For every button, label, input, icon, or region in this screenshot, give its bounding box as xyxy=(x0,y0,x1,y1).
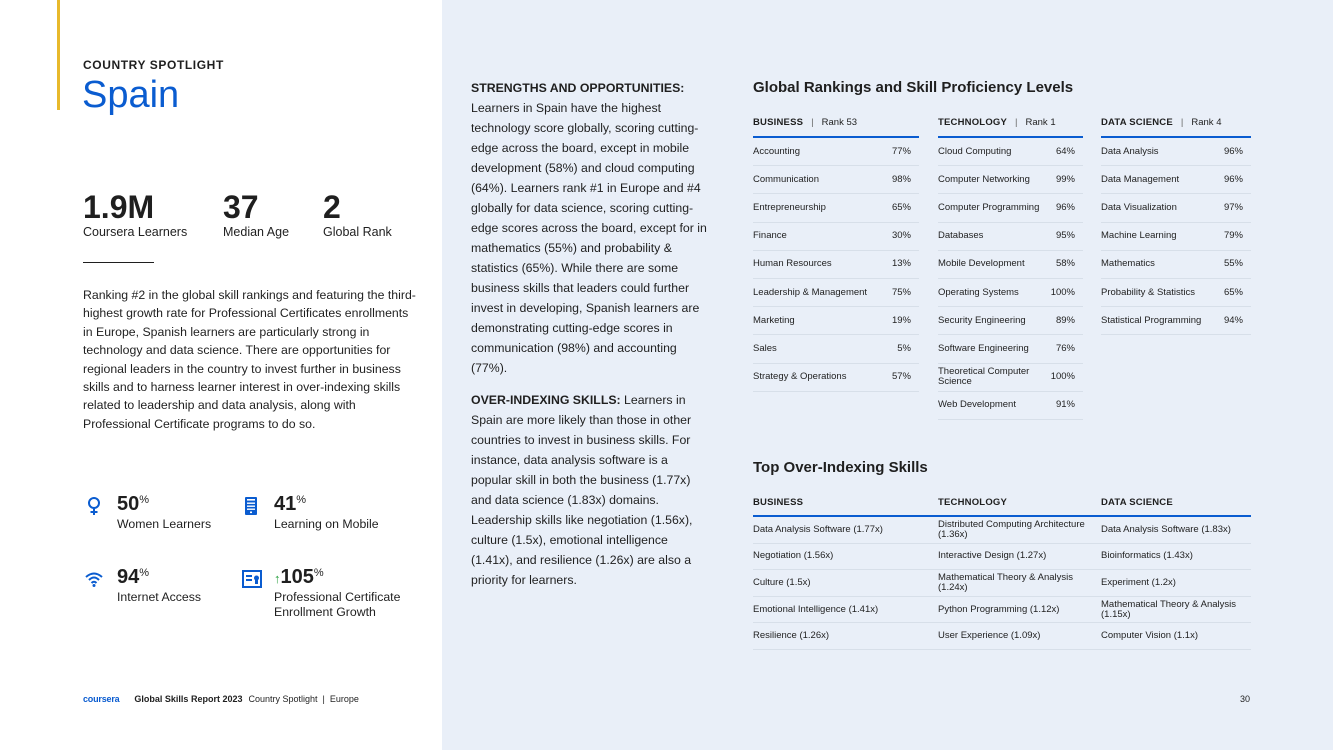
skill-name: Bioinformatics (1.43x) xyxy=(1101,550,1193,562)
skill-score: 64% xyxy=(1055,145,1075,157)
skill-score: 76% xyxy=(1055,342,1075,354)
metric-label: Learning on Mobile xyxy=(274,517,379,531)
skill-score: 96% xyxy=(1223,173,1243,185)
skill-name: Entrepreneurship xyxy=(753,201,826,213)
skill-name: Web Development xyxy=(938,399,1016,411)
skill-name: Software Engineering xyxy=(938,342,1029,354)
stat-label: Median Age xyxy=(223,225,290,239)
rankings-technology-column xyxy=(938,116,1083,420)
table-row xyxy=(1101,251,1251,279)
table-row xyxy=(938,364,1083,392)
metric-value: 94% xyxy=(117,566,150,588)
skill-name: Experiment (1.2x) xyxy=(1101,576,1176,588)
skill-score: 30% xyxy=(891,230,911,242)
table-row xyxy=(753,364,919,392)
skill-name: Interactive Design (1.27x) xyxy=(938,550,1047,562)
skill-name: Communication xyxy=(753,173,819,185)
table-row xyxy=(1101,544,1251,571)
certificate-icon xyxy=(242,569,262,589)
column-header: BUSINESS xyxy=(753,496,938,517)
column-header: BUSINESS | Rank 53 xyxy=(753,116,919,138)
skill-name: Data Management xyxy=(1101,173,1180,185)
skill-score: 96% xyxy=(1055,201,1075,213)
rankings-data-science-column xyxy=(1101,116,1251,335)
skill-name: Mathematical Theory & Analysis (1.15x) xyxy=(1101,598,1236,620)
skill-name: Computer Networking xyxy=(938,173,1030,185)
metric-label: Professional Certificate Enrollment Growth xyxy=(274,590,401,619)
wifi-icon xyxy=(85,569,103,589)
skill-name: Theoretical Computer Science xyxy=(938,366,1030,388)
skill-name: Operating Systems xyxy=(938,286,1019,298)
over-indexing-heading: OVER-INDEXING SKILLS: xyxy=(471,393,621,407)
skill-score: 55% xyxy=(1223,258,1243,270)
skill-name: Finance xyxy=(753,230,787,242)
rankings-business-column xyxy=(753,116,919,392)
skill-name: Sales xyxy=(753,342,777,354)
table-row xyxy=(938,623,1101,650)
skill-score: 89% xyxy=(1055,314,1075,326)
intro-paragraph: Ranking #2 in the global skill rankings and featuring the third-highest growth rate for Professional Certificates enrollments in Europe, Spanish learners are particularly strong in technology and data science. There are opportunities for regional leaders in the country to invest further in business skills and to harness learner interest in over-indexing skills related to leadership and data analysis, along with Professional Certificate programs to do so. xyxy=(83,288,416,431)
skill-name: Data Analysis Software (1.83x) xyxy=(1101,523,1231,535)
skill-score: 57% xyxy=(891,371,911,383)
skill-name: Probability & Statistics xyxy=(1101,286,1195,298)
narrative-column xyxy=(471,78,711,602)
skill-score: 77% xyxy=(891,145,911,157)
skill-name: Data Visualization xyxy=(1101,201,1177,213)
skill-name: Accounting xyxy=(753,145,801,157)
table-row xyxy=(1101,194,1251,222)
report-title: Global Skills Report 2023 xyxy=(134,694,243,704)
stat-label: Global Rank xyxy=(323,225,392,239)
skill-name: Python Programming (1.12x) xyxy=(938,603,1060,615)
accent-bar xyxy=(57,0,60,110)
column-header: TECHNOLOGY xyxy=(938,496,1101,517)
skill-score: 75% xyxy=(891,286,911,298)
table-row xyxy=(1101,138,1251,166)
table-row xyxy=(753,544,938,571)
table-row xyxy=(938,223,1083,251)
footer xyxy=(83,694,359,704)
strengths-text: Learners in Spain have the highest technology score globally, scoring cutting-edge across the board, except in mobile development (58%) and cloud computing (64%). Learners rank #1 in Europe and #4 globally for data science, scoring cutting-edge scores across the board, except for in mathematics (55%) and probability & statistics (65%). While there are some business skills that leaders could further invest in developing, Spanish learners are demonstrating cutting-edge scores in communication (98%) and accounting (77%). xyxy=(471,101,707,375)
table-row xyxy=(753,623,938,650)
skill-name: Machine Learning xyxy=(1101,230,1177,242)
metric-label: Internet Access xyxy=(117,590,202,604)
table-row xyxy=(938,517,1101,544)
metric-value: 50% xyxy=(117,493,150,515)
over-indexing-title: Top Over-Indexing Skills xyxy=(753,459,928,476)
table-row xyxy=(1101,623,1251,650)
table-row xyxy=(753,166,919,194)
skill-score: 97% xyxy=(1223,201,1243,213)
table-row xyxy=(753,570,938,597)
table-row xyxy=(1101,166,1251,194)
skill-score: 79% xyxy=(1223,230,1243,242)
skill-score: 65% xyxy=(891,201,911,213)
column-header: TECHNOLOGY | Rank 1 xyxy=(938,116,1083,138)
skill-score: 100% xyxy=(1050,371,1075,383)
table-row xyxy=(938,279,1083,307)
skill-score: 99% xyxy=(1055,173,1075,185)
table-row xyxy=(753,194,919,222)
skill-name: Mathematical Theory & Analysis (1.24x) xyxy=(938,571,1073,593)
skill-score: 94% xyxy=(1223,314,1243,326)
footer-section: Country Spotlight xyxy=(248,694,318,704)
strengths-heading: STRENGTHS AND OPPORTUNITIES: xyxy=(471,81,685,95)
skill-name: Human Resources xyxy=(753,258,832,270)
table-row xyxy=(753,597,938,624)
over-indexing-technology-column xyxy=(938,496,1101,650)
stat-value: 37 xyxy=(223,189,259,225)
stat-median-age xyxy=(223,190,289,239)
skill-score: 5% xyxy=(897,342,911,354)
skill-name: Negotiation (1.56x) xyxy=(753,550,834,562)
skill-name: Emotional Intelligence (1.41x) xyxy=(753,603,879,615)
over-indexing-data-science-column xyxy=(1101,496,1251,650)
stat-value: 2 xyxy=(323,189,341,225)
column-header: DATA SCIENCE | Rank 4 xyxy=(1101,116,1251,138)
table-row xyxy=(938,307,1083,335)
table-row xyxy=(938,138,1083,166)
skill-name: Leadership & Management xyxy=(753,286,868,298)
skill-name: Databases xyxy=(938,230,984,242)
over-indexing-paragraph xyxy=(471,390,711,590)
skill-name: Marketing xyxy=(753,314,795,326)
table-row xyxy=(938,570,1101,597)
stat-learners xyxy=(83,190,187,239)
skill-name: Statistical Programming xyxy=(1101,314,1202,326)
arrow-up-icon: ↑ xyxy=(274,571,281,586)
section-kicker: COUNTRY SPOTLIGHT xyxy=(83,58,224,72)
skill-name: Security Engineering xyxy=(938,314,1026,326)
table-row xyxy=(938,251,1083,279)
table-row xyxy=(753,517,938,544)
table-row xyxy=(938,597,1101,624)
table-row xyxy=(753,307,919,335)
rankings-title: Global Rankings and Skill Proficiency Levels xyxy=(753,79,1074,96)
skill-score: 91% xyxy=(1055,399,1075,411)
skill-name: Data Analysis xyxy=(1101,145,1159,157)
over-indexing-text: Learners in Spain are more likely than those in other countries to invest in business skills. For instance, data analysis software is a popular skill in both the business (1.77x) and data science (1.83x) domains. Leadership skills like negotiation (1.56x), culture (1.5x), emotional intelligence (1.41x), and resilience (1.26x) are also a priority for learners. xyxy=(471,393,693,587)
skill-name: User Experience (1.09x) xyxy=(938,630,1041,642)
table-row xyxy=(938,392,1083,420)
skill-name: Mathematics xyxy=(1101,258,1155,270)
metric-value: ↑105% xyxy=(274,566,324,588)
table-row xyxy=(753,138,919,166)
table-row xyxy=(938,544,1101,571)
table-row xyxy=(938,194,1083,222)
over-indexing-business-column xyxy=(753,496,938,650)
divider xyxy=(83,262,154,263)
table-row xyxy=(1101,597,1251,624)
table-row xyxy=(1101,223,1251,251)
table-row xyxy=(753,251,919,279)
skill-score: 19% xyxy=(891,314,911,326)
skill-score: 100% xyxy=(1050,286,1075,298)
skill-name: Computer Programming xyxy=(938,201,1040,213)
footer-region: Europe xyxy=(329,694,359,704)
mobile-icon xyxy=(242,496,260,516)
stat-label: Coursera Learners xyxy=(83,225,188,239)
table-row xyxy=(1101,570,1251,597)
skill-score: 98% xyxy=(891,173,911,185)
page-title: Spain xyxy=(82,74,180,116)
footer-separator: | xyxy=(322,694,325,704)
table-row xyxy=(753,279,919,307)
skill-name: Resilience (1.26x) xyxy=(753,630,830,642)
strengths-paragraph xyxy=(471,78,711,378)
metric-value: 41% xyxy=(274,493,307,515)
table-row xyxy=(1101,279,1251,307)
coursera-logo: coursera xyxy=(83,694,120,704)
skill-name: Culture (1.5x) xyxy=(753,576,811,588)
skill-score: 58% xyxy=(1055,258,1075,270)
skill-name: Cloud Computing xyxy=(938,145,1012,157)
table-row xyxy=(1101,307,1251,335)
skill-score: 95% xyxy=(1055,230,1075,242)
table-row xyxy=(1101,517,1251,544)
skill-name: Data Analysis Software (1.77x) xyxy=(753,523,883,535)
skill-name: Distributed Computing Architecture (1.36x) xyxy=(938,518,1085,540)
skill-name: Mobile Development xyxy=(938,258,1025,270)
skill-name: Strategy & Operations xyxy=(753,371,847,383)
table-row xyxy=(938,335,1083,363)
table-row xyxy=(753,223,919,251)
page-number: 30 xyxy=(1240,694,1251,704)
stat-value: 1.9M xyxy=(83,189,155,225)
stat-global-rank xyxy=(323,190,392,239)
table-row xyxy=(753,335,919,363)
table-row xyxy=(938,166,1083,194)
skill-score: 96% xyxy=(1223,145,1243,157)
female-icon xyxy=(85,496,103,516)
skill-score: 65% xyxy=(1223,286,1243,298)
metric-label: Women Learners xyxy=(117,517,212,531)
skill-score: 13% xyxy=(891,258,911,270)
skill-name: Computer Vision (1.1x) xyxy=(1101,630,1198,642)
column-header: DATA SCIENCE xyxy=(1101,496,1251,517)
